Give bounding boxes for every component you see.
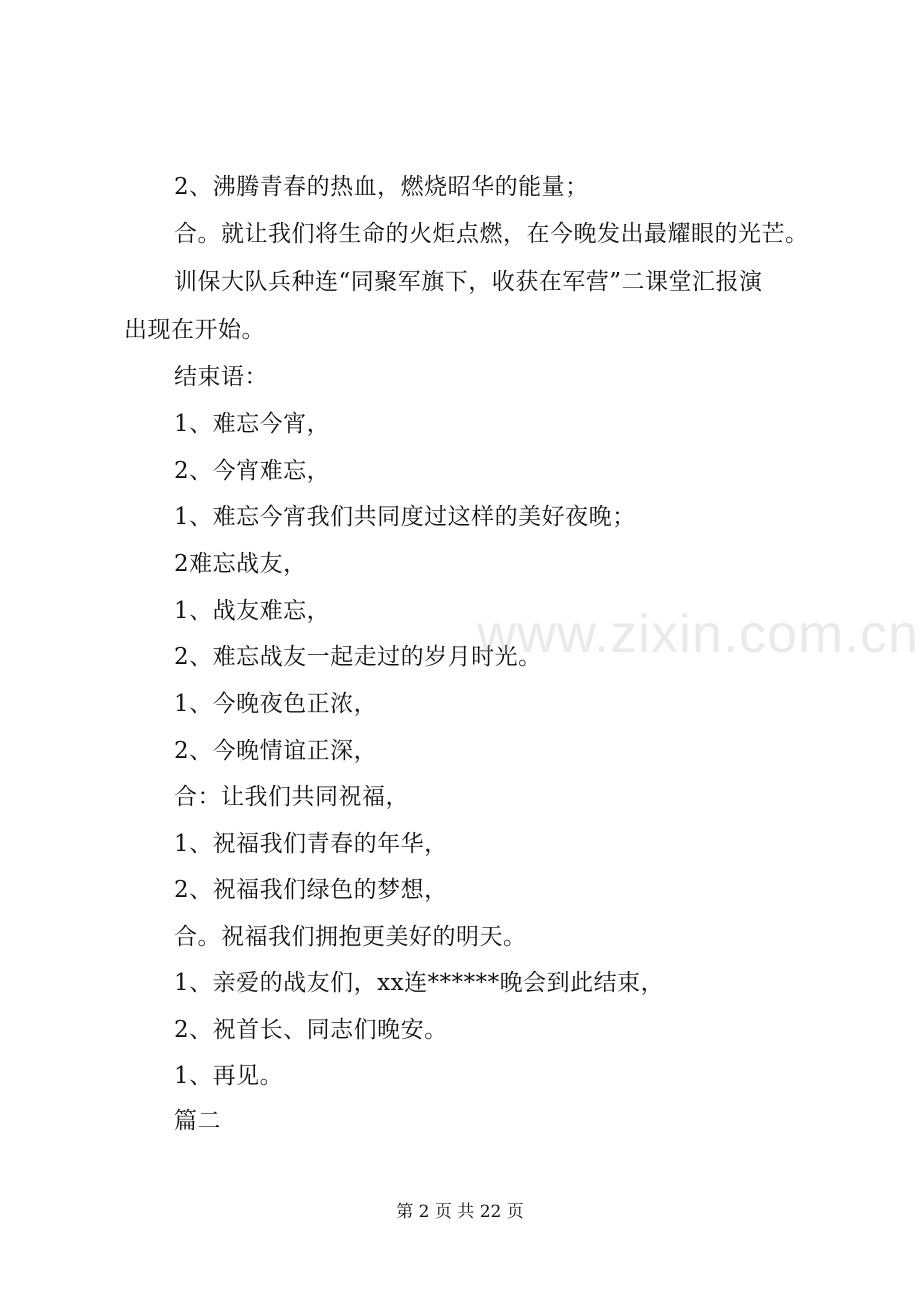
text-line: 训保大队兵种连“同聚军旗下，收获在军营”二课堂汇报演	[174, 269, 763, 295]
text-line: 1、今晚夜色正浓，	[174, 691, 378, 717]
text-line: 合。祝福我们拥抱更美好的明天。	[174, 924, 527, 950]
text-line: 合：让我们共同祝福，	[174, 784, 409, 810]
watermark: www.zixin.com.cn	[477, 604, 920, 664]
text-line: 2、今宵难忘，	[174, 458, 331, 484]
text-line: 1、难忘今宵我们共同度过这样的美好夜晚；	[174, 504, 636, 530]
text-line: 2难忘战友，	[174, 551, 307, 577]
text-line: 1、祝福我们青春的年华，	[174, 831, 448, 857]
page-footer: 第 2 页 共 22 页	[396, 1202, 524, 1222]
section-heading: 篇二	[174, 1108, 221, 1134]
text-line: 1、再见。	[174, 1063, 284, 1089]
text-line: 2、祝福我们绿色的梦想，	[174, 877, 448, 903]
text-line: 1、战友难忘，	[174, 598, 331, 624]
text-line: 2、今晚情谊正深，	[174, 738, 378, 764]
text-line: 2、沸腾青春的热血，燃烧昭华的能量；	[174, 174, 589, 200]
text-line: 2、难忘战友一起走过的岁月时光。	[174, 644, 542, 670]
text-line: 合。就让我们将生命的火炬点燃，在今晚发出最耀眼的光芒。	[174, 221, 809, 247]
text-line: 出现在开始。	[124, 317, 265, 343]
section-heading: 结束语：	[174, 364, 268, 390]
text-line: 1、难忘今宵，	[174, 411, 331, 437]
text-line: 2、祝首长、同志们晚安。	[174, 1017, 448, 1043]
text-line: 1、亲爱的战友们，xx连******晚会到此结束，	[174, 970, 665, 996]
